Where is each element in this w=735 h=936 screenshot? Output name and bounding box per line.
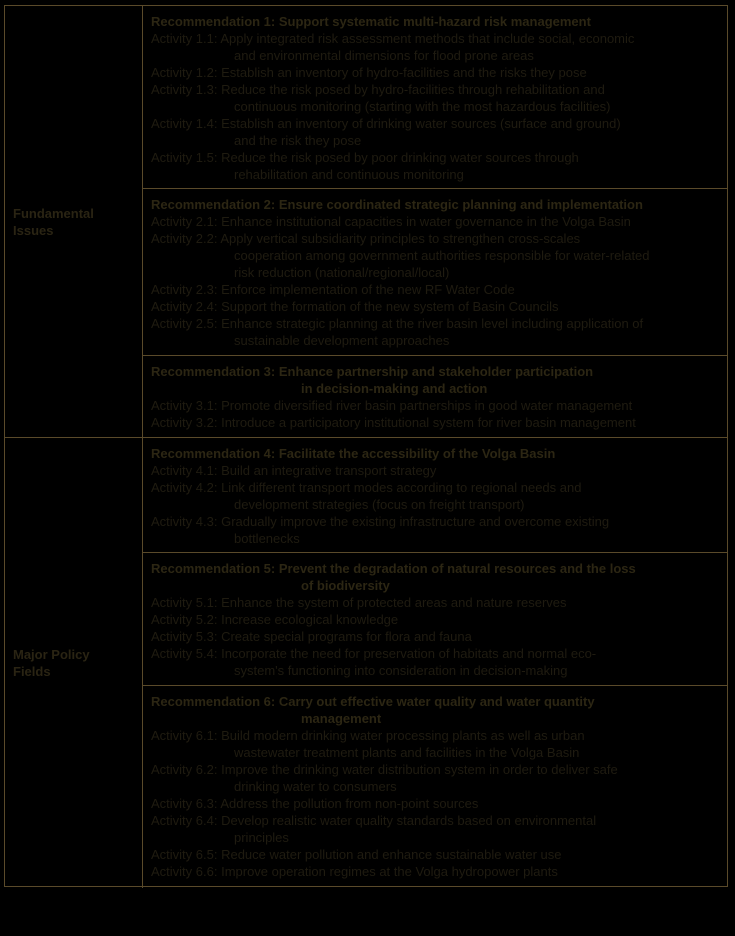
activity-line: cooperation among government authorities responsible for water-related [234,248,650,263]
activity-line: Activity 2.4: Support the formation of the new system of Basin Councils [151,299,559,314]
activity-line: Activity 1.2: Establish an inventory of hydro-facilities and the risks they pose [151,65,587,80]
activity-item [151,645,721,679]
policy-recommendations [143,437,727,888]
activity-item [151,846,721,863]
activity-item [151,213,721,230]
activity-item [151,628,721,645]
activity-line: Activity 2.2: Apply vertical subsidiarity principles to strengthen cross-scales [151,231,581,246]
activity-line: Activity 2.5: Enhance strategic planning at the river basin level including application of [151,316,644,331]
activity-line: Activity 5.4: Incorporate the need for preservation of habitats and normal eco- [151,646,597,661]
activity-line: sustainable development approaches [234,333,450,348]
activity-line: wastewater treatment plants and facilities in the Volga Basin [234,745,580,760]
recommendation-5 [143,553,727,686]
issue-label-line: Major Policy [13,647,90,662]
activity-item [151,863,721,880]
recommendation-2 [143,189,727,356]
activity-line: Activity 6.2: Improve the drinking water distribution system in order to deliver safe [151,762,618,777]
activity-line: Activity 3.1: Promote diversified river basin partnerships in good water management [151,398,633,413]
activity-line: Activity 1.1: Apply integrated risk assessment methods that include social, economic [151,31,635,46]
recommendation-title [151,560,721,594]
recommendation-title [151,693,721,727]
activity-item [151,795,721,812]
activity-line: Activity 5.1: Enhance the system of protected areas and nature reserves [151,595,567,610]
activity-line: Activity 6.6: Improve operation regimes at the Volga hydropower plants [151,864,558,879]
activity-line: Activity 6.5: Reduce water pollution and enhance sustainable water use [151,847,562,862]
recommendation-title: Recommendation 1: Support systematic multi-hazard risk management [151,14,591,29]
activity-line: Activity 1.3: Reduce the risk posed by hydro-facilities through rehabilitation and [151,82,605,97]
recommendation-title-line: Recommendation 3: Enhance partnership and stakeholder participation [151,364,594,379]
activity-line: Activity 6.4: Develop realistic water quality standards based on environmental [151,813,597,828]
activity-item [151,761,721,795]
recommendation-4 [143,438,727,553]
issue-label-line: Fields [13,664,51,679]
recommendation-title-line: Recommendation 5: Prevent the degradation of natural resources and the loss [151,561,636,576]
activity-item [151,479,721,513]
activity-line: Activity 1.5: Reduce the risk posed by poor drinking water sources through [151,150,579,165]
activity-line: Activity 6.3: Address the pollution from non-point sources [151,796,479,811]
recommendation-title [151,363,721,397]
activity-item [151,414,721,431]
activity-item [151,115,721,149]
activity-line: Activity 4.2: Link different transport modes according to regional needs and [151,480,582,495]
activity-item [151,149,721,183]
issue-label-line: Fundamental [13,205,94,221]
recommendation-title: Recommendation 4: Facilitate the accessibility of the Volga Basin [151,446,556,461]
activity-item [151,611,721,628]
activity-line: Activity 2.1: Enhance institutional capacities in water governance in the Volga Basin [151,214,631,229]
activity-line: drinking water to consumers [234,779,397,794]
activity-item [151,594,721,611]
activity-line: Activity 4.1: Build an integrative transport strategy [151,463,437,478]
activity-item [151,281,721,298]
recommendation-title-line: management [301,711,382,726]
activity-item [151,727,721,761]
activity-line: development strategies (focus on freight transport) [234,497,525,512]
issue-major-policy [5,437,143,888]
activity-line: rehabilitation and continuous monitoring [234,167,464,182]
recommendation-title-line: Recommendation 6: Carry out effective water quality and water quantity [151,694,595,709]
activity-line: Activity 6.1: Build modern drinking water processing plants as well as urban [151,728,585,743]
recommendation-title: Recommendation 2: Ensure coordinated strategic planning and implementation [151,197,643,212]
activity-item [151,298,721,315]
activity-line: risk reduction (national/regional/local) [234,265,450,280]
issue-label-line: Issues [13,222,54,238]
activity-item [151,315,721,349]
activity-line: bottlenecks [234,531,300,546]
activity-line: Activity 3.2: Introduce a participatory institutional system for river basin management [151,415,636,430]
activity-item [151,397,721,414]
activity-line: Activity 4.3: Gradually improve the existing infrastructure and overcome existing [151,514,610,529]
activity-line: and the risk they pose [234,133,362,148]
activity-line: Activity 1.4: Establish an inventory of drinking water sources (surface and ground) [151,116,621,131]
recommendations-table [4,5,728,887]
recommendation-title-line: in decision-making and action [301,381,488,396]
activity-item [151,30,721,64]
activity-line: Activity 5.2: Increase ecological knowledge [151,612,399,627]
recommendation-6 [143,686,727,888]
issue-fundamental [5,6,143,437]
activity-item [151,812,721,846]
activity-item [151,462,721,479]
activity-item [151,513,721,547]
activity-line: Activity 5.3: Create special programs for flora and fauna [151,629,472,644]
activity-line: principles [234,830,289,845]
fundamental-recommendations [143,6,727,437]
activity-line: Activity 2.3: Enforce implementation of the new RF Water Code [151,282,515,297]
activity-item [151,81,721,115]
recommendation-title-line: of biodiversity [301,578,390,593]
activity-line: system's functioning into consideration in decision-making [234,663,568,678]
recommendation-3 [143,356,727,437]
activity-line: and environmental dimensions for flood prone areas [234,48,534,63]
activity-item [151,64,721,81]
activity-line: continuous monitoring (starting with the most hazardous facilities) [234,99,611,114]
recommendation-1 [143,6,727,189]
activity-item [151,230,721,281]
